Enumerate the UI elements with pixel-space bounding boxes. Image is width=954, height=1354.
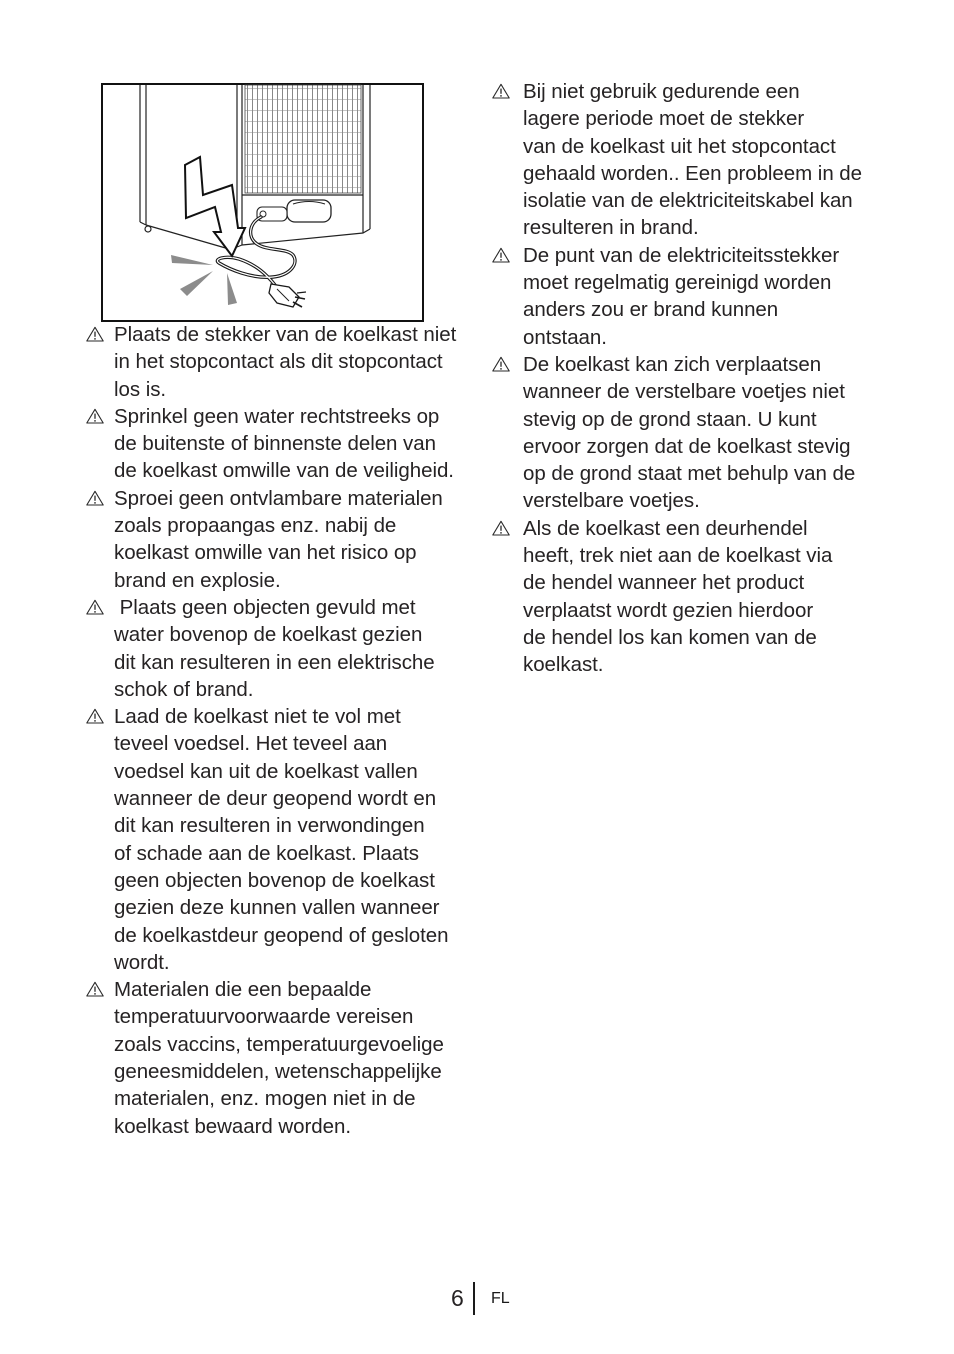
warning-item <box>114 594 456 703</box>
condenser-coil <box>245 85 361 193</box>
warning-text: Sprinkel geen water rechtstreeks op de buitenste of binnenste delen van de koelkast omwille van de veiligheid. <box>114 404 454 483</box>
warning-triangle-icon <box>86 981 104 997</box>
warning-triangle-icon <box>492 520 510 536</box>
warning-item <box>114 703 456 976</box>
warning-text: Plaats de stekker van de koelkast niet in het stopcontact als dit stopcontact los is. <box>114 323 457 401</box>
warning-triangle-icon <box>492 356 510 372</box>
warning-text: Sproei geen ontvlambare materialen zoals propaangas enz. nabij de koelkast omwille van het risico op brand en explosie. <box>114 486 443 592</box>
warning-text: Laad de koelkast niet te vol met teveel voedsel. Het teveel aan voedsel kan uit de koelkast vallen wanneer de deur geopend wordt en dit kan resulteren in verwondingen of schade aan de koelkast. Plaats geen objecten bovenop de koelkast gezien deze kunnen vallen wanneer de koelkastdeur geopend of gesloten wordt. <box>114 705 449 974</box>
page-number: 6 <box>451 1285 464 1311</box>
right-warning-list <box>523 78 862 679</box>
language-code: FL <box>491 1290 510 1307</box>
footer-divider <box>473 1282 475 1315</box>
warning-text: Materialen die een bepaalde temperatuurvoorwaarde vereisen zoals vaccins, temperatuurgevoelige geneesmiddelen, wetenschappelijke materialen, enz. mogen niet in de koelkast bewaard worden. <box>114 978 444 1138</box>
warning-item <box>114 403 456 485</box>
warning-item <box>523 242 862 351</box>
warning-item <box>114 321 456 403</box>
warning-triangle-icon <box>492 83 510 99</box>
warning-triangle-icon <box>86 599 104 615</box>
warning-text: Bij niet gebruik gedurende een lagere periode moet de stekker van de koelkast uit het stopcontact gehaald worden.. Een probleem in de isolatie van de elektriciteitskabel kan resulteren in brand. <box>523 80 863 240</box>
warning-text: Plaats geen objecten gevuld met water bovenop de koelkast gezien dit kan resulteren in een elektrische schok of brand. <box>114 595 435 701</box>
warning-triangle-icon <box>86 490 104 506</box>
warning-item <box>114 976 456 1140</box>
warning-triangle-icon <box>86 408 104 424</box>
fridge-foot <box>145 226 151 232</box>
warning-item <box>523 515 862 679</box>
warning-item <box>523 78 862 242</box>
fridge-power-cord-illustration <box>101 83 424 322</box>
warning-item <box>523 351 862 515</box>
left-warning-list <box>114 321 456 1140</box>
warning-text: De koelkast kan zich verplaatsen wanneer de verstelbare voetjes niet stevig op de grond staan. U kunt ervoor zorgen dat de koelkast stevig op de grond staat met behulp van de verstelbare voetjes. <box>523 352 856 513</box>
illustration-svg <box>101 83 424 322</box>
warning-triangle-icon <box>86 326 104 342</box>
warning-triangle-icon <box>492 247 510 263</box>
warning-item <box>114 485 456 594</box>
warning-text: Als de koelkast een deurhendel heeft, trek niet aan de koelkast via de hendel wanneer het product verplaatst wordt gezien hierdoor de hendel los kan komen van de koelkast. <box>523 516 833 677</box>
warning-triangle-icon <box>86 708 104 724</box>
warning-text: De punt van de elektriciteitsstekker moet regelmatig gereinigd worden anders zou er brand kunnen ontstaan. <box>523 243 840 349</box>
